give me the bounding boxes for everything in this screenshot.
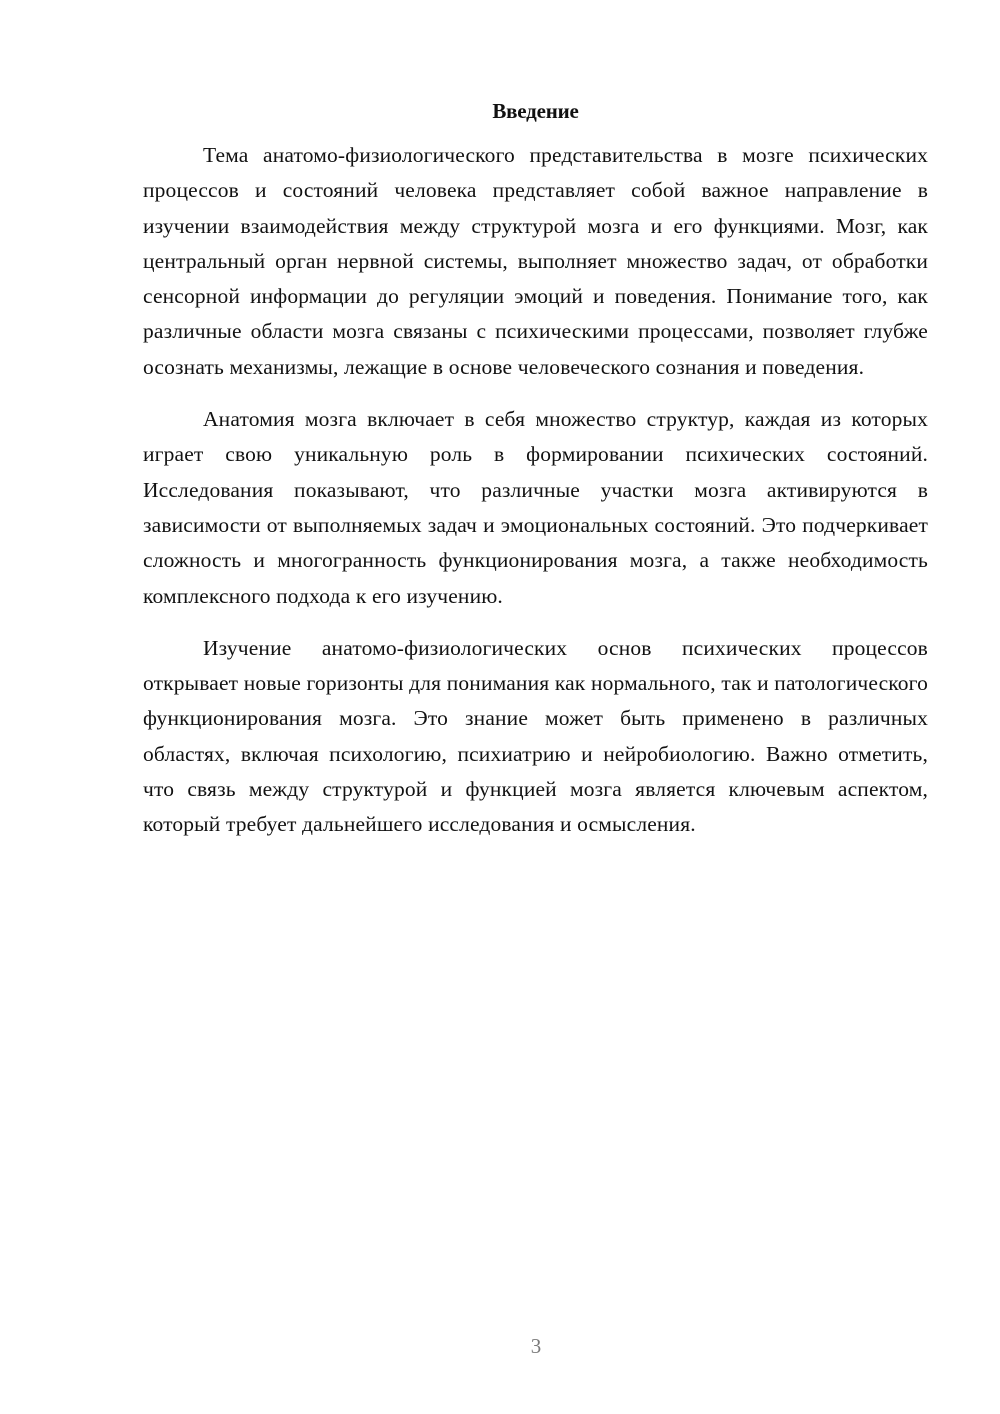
- paragraph-1: Тема анатомо-физиологического представительства в мозге психических процессов и состояний человека представляет собой важное направление в изучении взаимодействия между структурой мозга и его функциями. Мозг, как центральный орган нервной системы, выполняет множество задач, от обработки сенсорной информации до регуляции эмоций и поведения. Понимание того, как различные области мозга связаны с психическими процессами, позволяет глубже осознать механизмы, лежащие в основе человеческого сознания и поведения.: [143, 143, 928, 379]
- paragraph-2: Анатомия мозга включает в себя множество структур, каждая из которых играет свою уникальную роль в формировании психических состояний. Исследования показывают, что различные участки мозга активируются в зависимости от выполняемых задач и эмоциональных состояний. Это подчеркивает сложность и многогранность функционирования мозга, а также необходимость комплексного подхода к его изучению.: [143, 407, 928, 608]
- page-content: [143, 96, 928, 843]
- paragraph-3: Изучение анатомо-физиологических основ психических процессов открывает новые горизонты для понимания как нормального, так и патологического функционирования мозга. Это знание может быть применено в различных областях, включая психологию, психиатрию и нейробиологию. Важно отметить, что связь между структурой и функцией мозга является ключевым аспектом, который требует дальнейшего исследования и осмысления.: [143, 635, 928, 837]
- page-number: 3: [530, 1334, 542, 1358]
- section-heading: Введение: [492, 99, 579, 123]
